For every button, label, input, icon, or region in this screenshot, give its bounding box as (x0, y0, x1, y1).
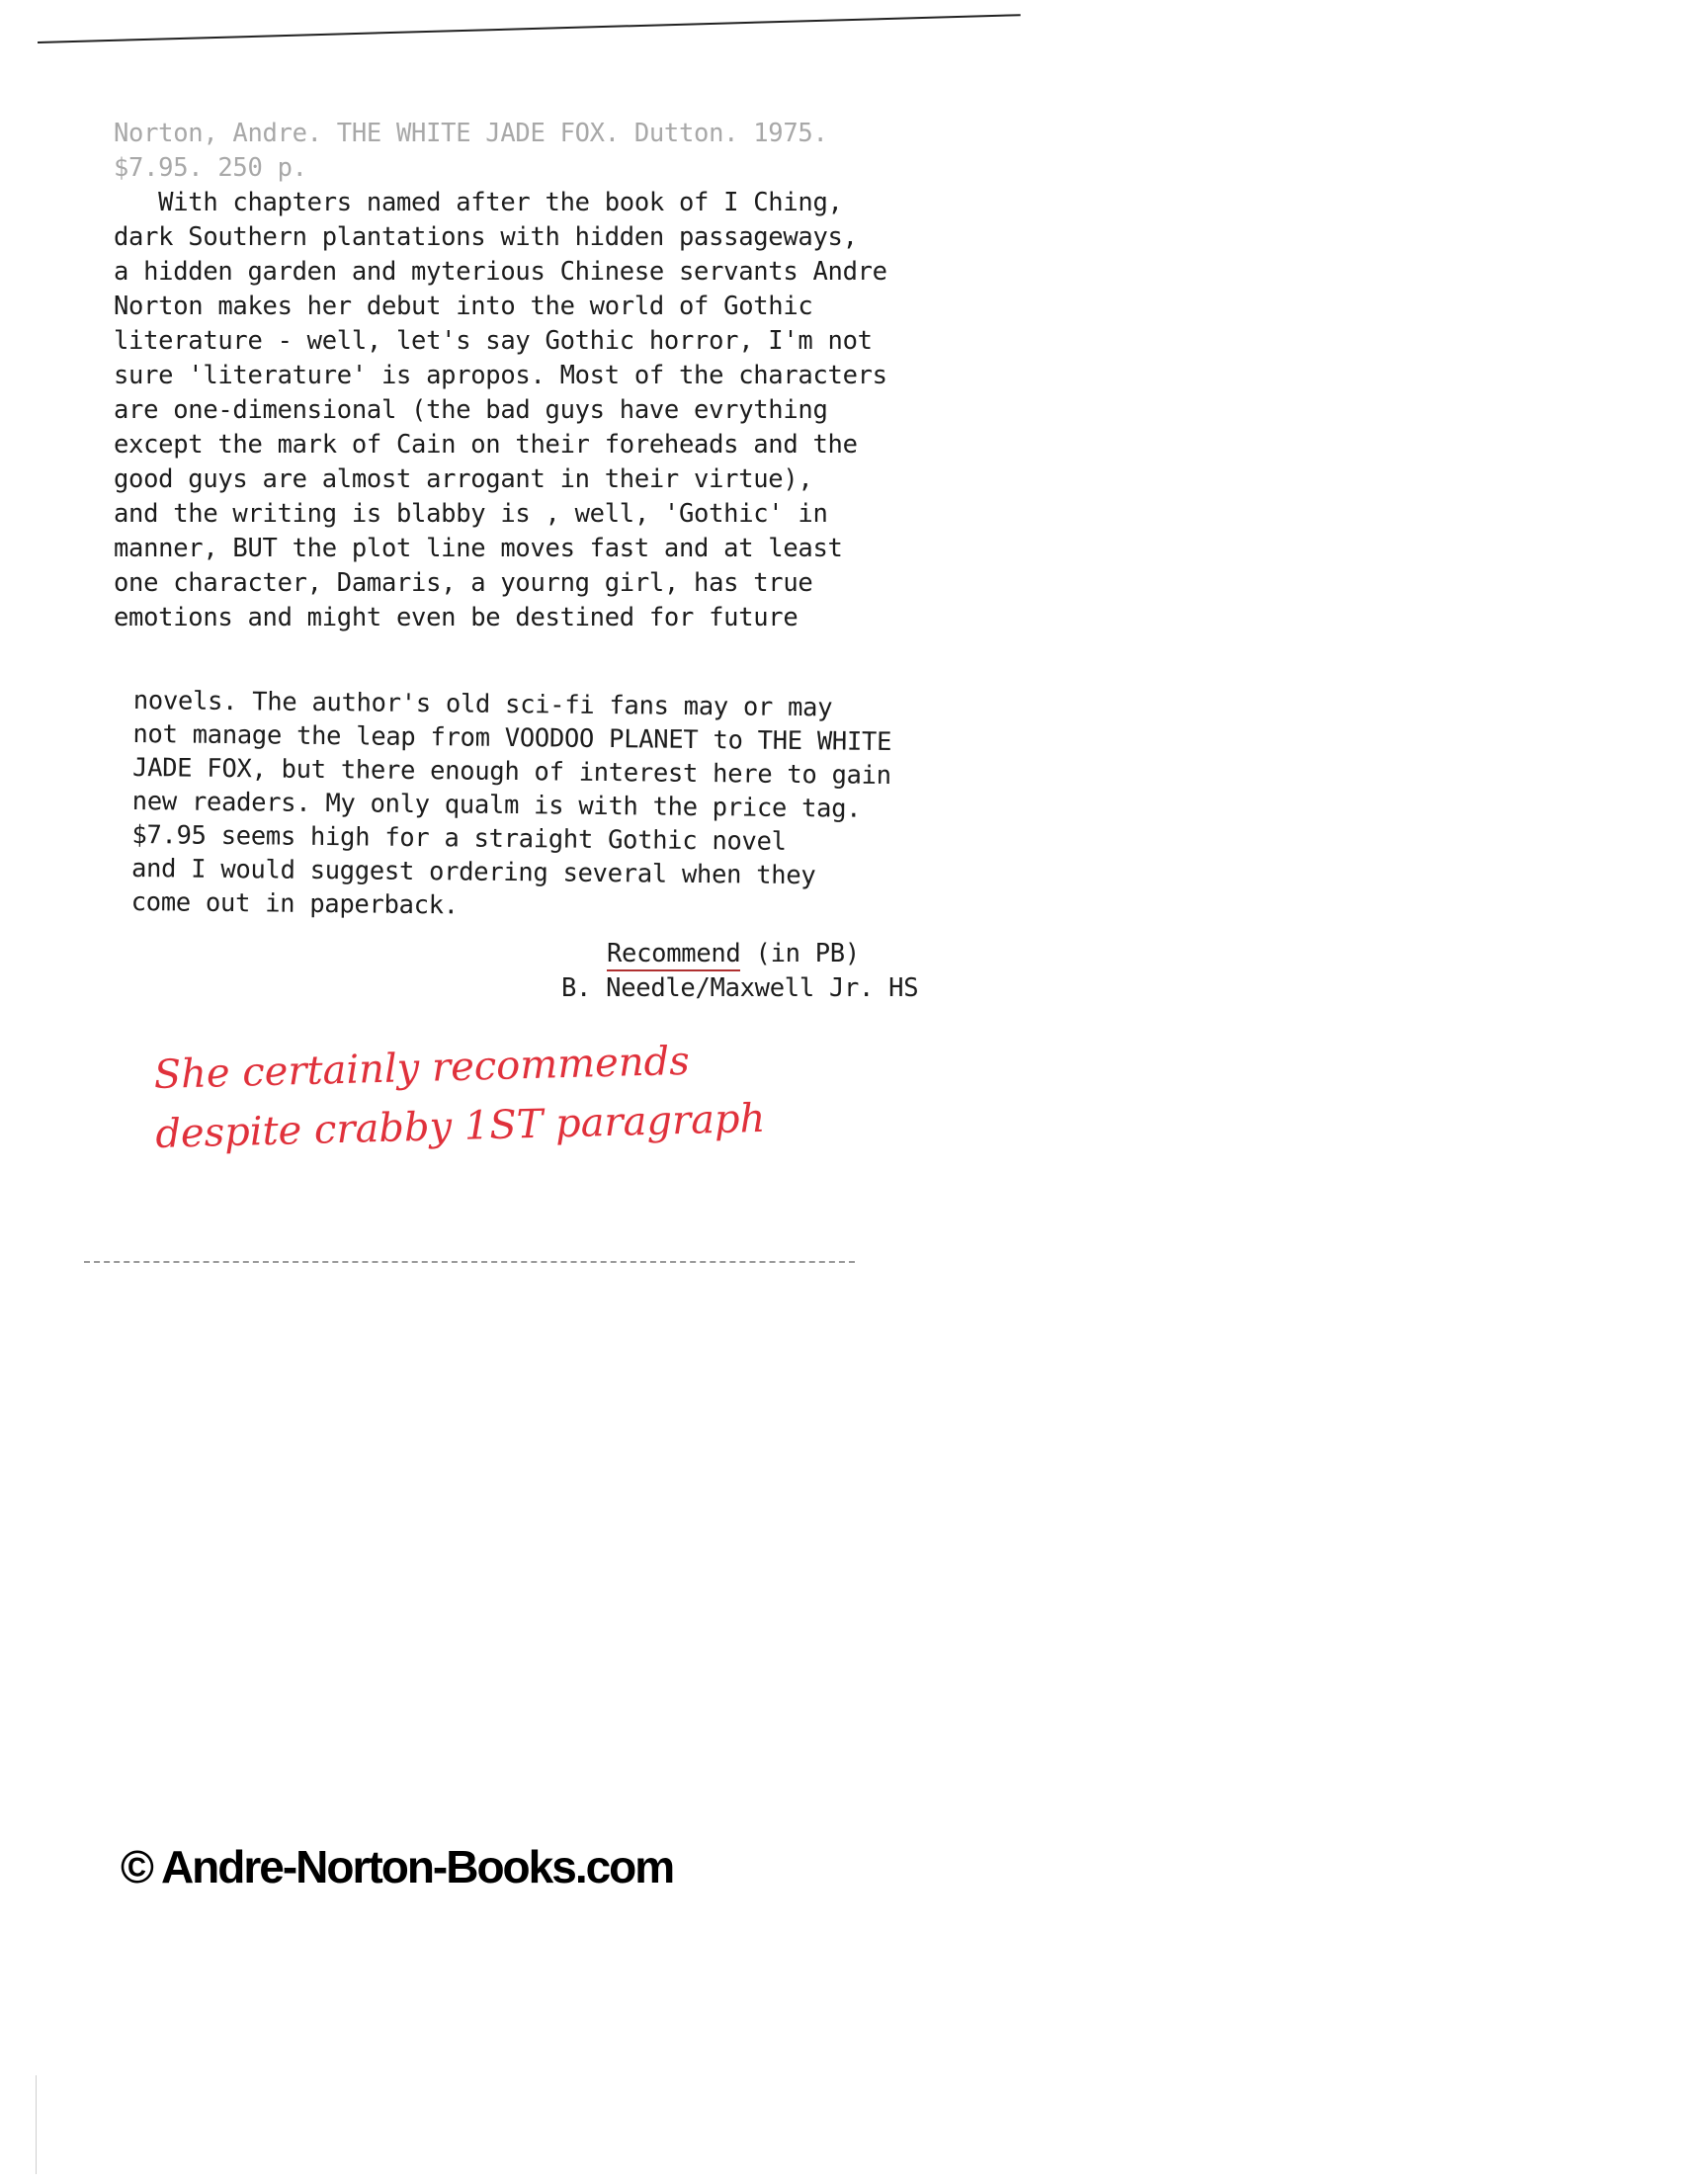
book-heading-line-2: $7.95. 250 p. (114, 153, 307, 183)
review-line: come out in paperback. (130, 886, 459, 921)
recommend-word: Recommend (607, 939, 740, 971)
recommend-qualifier: (in PB) (740, 939, 860, 968)
handwritten-note (153, 1030, 766, 1164)
review-line: are one-dimensional (the bad guys have evrything (114, 395, 828, 425)
review-paragraph-1 (114, 117, 887, 635)
scan-edge-mark (36, 2075, 37, 2174)
review-paragraph-2 (131, 684, 892, 927)
review-line: manner, BUT the plot line moves fast and at least (114, 534, 843, 563)
review-line: a hidden garden and myterious Chinese servants Andre (114, 257, 887, 287)
review-line: new readers. My only qualm is with the price tag. (131, 786, 862, 824)
book-heading-line-1: Norton, Andre. THE WHITE JADE FOX. Dutton. 1975. (114, 119, 828, 148)
review-line: Norton makes her debut into the world of Gothic (114, 292, 813, 321)
review-line: one character, Damaris, a yourng girl, has true (114, 568, 813, 598)
review-line: sure 'literature' is apropos. Most of the characters (114, 361, 887, 390)
review-line: and I would suggest ordering several when they (130, 853, 816, 891)
review-line: novels. The author's old sci-fi fans may or may (132, 685, 833, 723)
review-line: not manage the leap from VOODOO PLANET to THE WHITE (132, 718, 892, 758)
reviewer-signature: B. Needle/Maxwell Jr. HS (561, 973, 919, 1003)
clipping-top-edge (38, 14, 1021, 43)
handwritten-line-1: She certainly recommends (153, 1038, 691, 1098)
review-line: JADE FOX, but there enough of interest here to gain (131, 752, 891, 792)
review-line: literature - well, let's say Gothic horror, I'm not (114, 326, 873, 356)
recommendation (607, 937, 860, 970)
clipping-bottom-edge (84, 1261, 855, 1263)
copyright-watermark: © Andre-Norton-Books.com (121, 1841, 674, 1892)
review-line: $7.95 seems high for a straight Gothic novel (131, 819, 787, 857)
handwritten-line-2: despite crabby 1ST paragraph (154, 1095, 766, 1157)
review-line: dark Southern plantations with hidden passageways, (114, 222, 858, 252)
review-line: good guys are almost arrogant in their virtue), (114, 464, 813, 494)
review-line: With chapters named after the book of I Ching, (114, 188, 843, 217)
review-line: and the writing is blabby is , well, 'Gothic' in (114, 499, 828, 529)
review-line: emotions and might even be destined for future (114, 603, 798, 632)
review-line: except the mark of Cain on their foreheads and the (114, 430, 858, 460)
